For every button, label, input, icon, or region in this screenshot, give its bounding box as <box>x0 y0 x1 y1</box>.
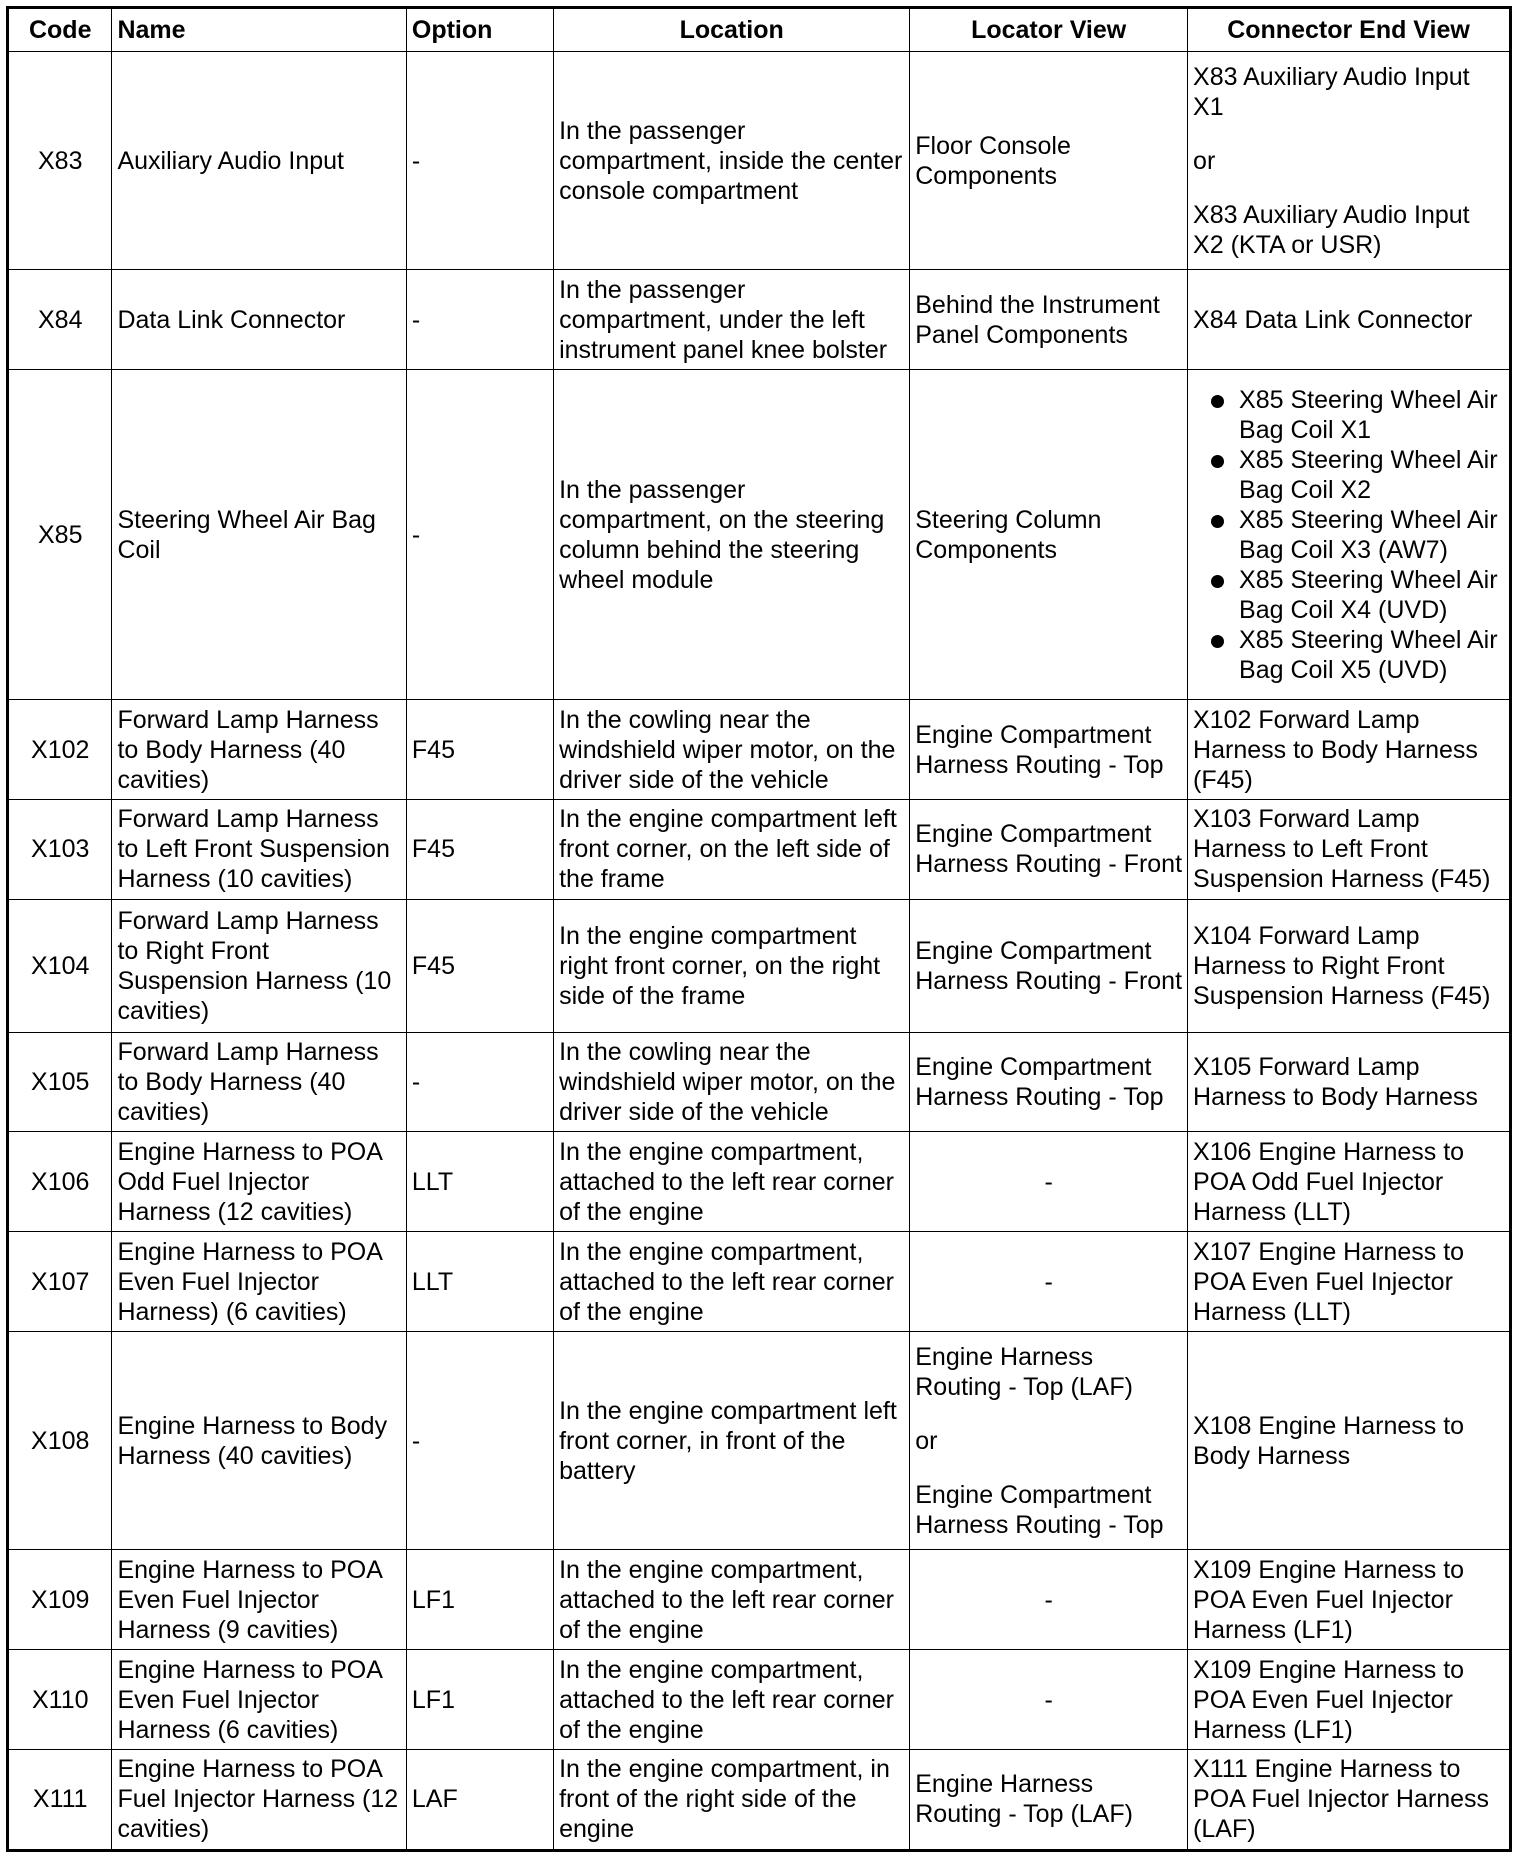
cell-location: In the engine compartment, attached to the left rear corner of the engine <box>554 1132 910 1232</box>
cell-locator-view <box>910 1749 1188 1850</box>
cell-location: In the engine compartment right front corner, on the right side of the frame <box>554 899 910 1032</box>
cell-location: In the passenger compartment, inside the center console compartment <box>554 52 910 270</box>
connector-line: X103 Forward Lamp Harness to Left Front Suspension Harness (F45) <box>1193 805 1491 894</box>
table-row <box>8 899 1511 1032</box>
cell-code: X111 <box>8 1749 112 1850</box>
cell-option: - <box>406 270 553 370</box>
cell-name: Engine Harness to POA Even Fuel Injector Harness (9 cavities) <box>112 1550 406 1650</box>
cell-option: - <box>406 52 553 270</box>
bullet-item: X85 Steering Wheel Air Bag Coil X3 (AW7) <box>1193 505 1504 565</box>
locator-line: Engine Harness Routing - Top (LAF) <box>915 1342 1133 1401</box>
cell-connector-end-view <box>1188 1232 1511 1332</box>
cell-locator-view <box>910 800 1188 900</box>
cell-name: Engine Harness to POA Even Fuel Injector Harness) (6 cavities) <box>112 1232 406 1332</box>
cell-option: LF1 <box>406 1550 553 1650</box>
cell-locator-view <box>910 52 1188 270</box>
cell-location: In the cowling near the windshield wiper motor, on the driver side of the vehicle <box>554 1032 910 1132</box>
header-row <box>8 8 1511 52</box>
connector-or: or <box>1193 146 1216 175</box>
table-row <box>8 1749 1511 1850</box>
table-row <box>8 1132 1511 1232</box>
cell-location: In the passenger compartment, on the steering column behind the steering wheel module <box>554 370 910 700</box>
locator-line: - <box>1044 1167 1053 1196</box>
header-connector-end-view: Connector End View <box>1188 8 1511 52</box>
table-row <box>8 370 1511 700</box>
cell-name: Forward Lamp Harness to Body Harness (40 cavities) <box>112 1032 406 1132</box>
connector-line: X83 Auxiliary Audio Input X2 (KTA or USR) <box>1193 200 1470 259</box>
cell-code: X102 <box>8 700 112 800</box>
locator-line: Engine Compartment Harness Routing - Front <box>915 936 1183 995</box>
locator-line: Engine Compartment Harness Routing - Top <box>915 720 1164 779</box>
cell-option: - <box>406 1332 553 1550</box>
locator-line: Engine Compartment Harness Routing - Front <box>915 820 1183 879</box>
table-row <box>8 270 1511 370</box>
table-body <box>8 52 1511 1851</box>
cell-location: In the passenger compartment, under the left instrument panel knee bolster <box>554 270 910 370</box>
cell-option: F45 <box>406 800 553 900</box>
cell-name: Data Link Connector <box>112 270 406 370</box>
cell-name: Steering Wheel Air Bag Coil <box>112 370 406 700</box>
cell-name: Engine Harness to POA Fuel Injector Harness (12 cavities) <box>112 1749 406 1850</box>
cell-code: X85 <box>8 370 112 700</box>
locator-or: or <box>915 1426 938 1455</box>
bullet-item: X85 Steering Wheel Air Bag Coil X2 <box>1193 445 1504 505</box>
cell-option: - <box>406 370 553 700</box>
cell-location: In the engine compartment left front corner, in front of the battery <box>554 1332 910 1550</box>
cell-name: Engine Harness to POA Odd Fuel Injector Harness (12 cavities) <box>112 1132 406 1232</box>
cell-connector-end-view <box>1188 700 1511 800</box>
table-row <box>8 52 1511 270</box>
cell-locator-view <box>910 899 1188 1032</box>
table-row <box>8 1650 1511 1750</box>
cell-code: X107 <box>8 1232 112 1332</box>
locator-line: - <box>1044 1585 1053 1614</box>
cell-locator-view <box>910 1332 1188 1550</box>
bullet-item: X85 Steering Wheel Air Bag Coil X1 <box>1193 385 1504 445</box>
cell-option: LLT <box>406 1132 553 1232</box>
cell-connector-end-view <box>1188 1650 1511 1750</box>
cell-location: In the engine compartment, attached to the left rear corner of the engine <box>554 1550 910 1650</box>
cell-locator-view <box>910 1650 1188 1750</box>
locator-line: Behind the Instrument Panel Components <box>915 290 1160 349</box>
locator-line: Engine Compartment Harness Routing - Top <box>915 1053 1164 1112</box>
cell-location: In the engine compartment, attached to the left rear corner of the engine <box>554 1232 910 1332</box>
locator-line: Engine Harness Routing - Top (LAF) <box>915 1770 1133 1829</box>
cell-code: X108 <box>8 1332 112 1550</box>
cell-option: LLT <box>406 1232 553 1332</box>
connector-line: X109 Engine Harness to POA Even Fuel Injector Harness (LF1) <box>1193 1555 1465 1644</box>
cell-connector-end-view <box>1188 370 1511 700</box>
connector-table <box>6 6 1512 1852</box>
header-location: Location <box>554 8 910 52</box>
connector-line: X104 Forward Lamp Harness to Right Front Suspension Harness (F45) <box>1193 921 1491 1010</box>
cell-code: X105 <box>8 1032 112 1132</box>
table-row <box>8 1032 1511 1132</box>
cell-connector-end-view <box>1188 270 1511 370</box>
cell-connector-end-view <box>1188 1032 1511 1132</box>
connector-line: X111 Engine Harness to POA Fuel Injector Harness (LAF) <box>1193 1755 1490 1844</box>
header-locator-view: Locator View <box>910 8 1188 52</box>
cell-connector-end-view <box>1188 899 1511 1032</box>
connector-line: X108 Engine Harness to Body Harness <box>1193 1411 1465 1470</box>
cell-code: X84 <box>8 270 112 370</box>
cell-name: Engine Harness to POA Even Fuel Injector Harness (6 cavities) <box>112 1650 406 1750</box>
bullet-item: X85 Steering Wheel Air Bag Coil X5 (UVD) <box>1193 625 1504 685</box>
bullet-item: X85 Steering Wheel Air Bag Coil X4 (UVD) <box>1193 565 1504 625</box>
locator-line: Floor Console Components <box>915 131 1071 190</box>
connector-line: X105 Forward Lamp Harness to Body Harness <box>1193 1053 1478 1112</box>
cell-location: In the engine compartment, attached to the left rear corner of the engine <box>554 1650 910 1750</box>
cell-name: Forward Lamp Harness to Right Front Suspension Harness (10 cavities) <box>112 899 406 1032</box>
cell-code: X109 <box>8 1550 112 1650</box>
cell-code: X83 <box>8 52 112 270</box>
cell-code: X110 <box>8 1650 112 1750</box>
connector-line: X107 Engine Harness to POA Even Fuel Injector Harness (LLT) <box>1193 1237 1465 1326</box>
cell-locator-view <box>910 700 1188 800</box>
cell-option: LF1 <box>406 1650 553 1750</box>
header-code: Code <box>8 8 112 52</box>
table-row <box>8 1232 1511 1332</box>
cell-option: F45 <box>406 700 553 800</box>
connector-line: X109 Engine Harness to POA Even Fuel Injector Harness (LF1) <box>1193 1655 1465 1744</box>
cell-location: In the engine compartment, in front of the right side of the engine <box>554 1749 910 1850</box>
locator-line: - <box>1044 1267 1053 1296</box>
locator-line: Steering Column Components <box>915 505 1102 564</box>
cell-name: Forward Lamp Harness to Left Front Suspension Harness (10 cavities) <box>112 800 406 900</box>
header-name: Name <box>112 8 406 52</box>
table-row <box>8 800 1511 900</box>
connector-line: X84 Data Link Connector <box>1193 305 1473 334</box>
cell-option: - <box>406 1032 553 1132</box>
cell-name: Auxiliary Audio Input <box>112 52 406 270</box>
cell-connector-end-view <box>1188 1550 1511 1650</box>
cell-locator-view <box>910 270 1188 370</box>
cell-code: X103 <box>8 800 112 900</box>
cell-name: Forward Lamp Harness to Body Harness (40 cavities) <box>112 700 406 800</box>
cell-connector-end-view <box>1188 1132 1511 1232</box>
cell-connector-end-view <box>1188 52 1511 270</box>
cell-location: In the engine compartment left front corner, on the left side of the frame <box>554 800 910 900</box>
cell-locator-view <box>910 1032 1188 1132</box>
cell-location: In the cowling near the windshield wiper motor, on the driver side of the vehicle <box>554 700 910 800</box>
table-row <box>8 1332 1511 1550</box>
cell-locator-view <box>910 1132 1188 1232</box>
cell-locator-view <box>910 1550 1188 1650</box>
cell-option: LAF <box>406 1749 553 1850</box>
cell-locator-view <box>910 1232 1188 1332</box>
cell-connector-end-view <box>1188 800 1511 900</box>
connector-line: X83 Auxiliary Audio Input X1 <box>1193 62 1470 121</box>
table-row <box>8 700 1511 800</box>
connector-line: X102 Forward Lamp Harness to Body Harness (F45) <box>1193 705 1478 794</box>
locator-line: - <box>1044 1685 1053 1714</box>
connector-bullet-list <box>1193 385 1504 685</box>
cell-connector-end-view <box>1188 1332 1511 1550</box>
connector-line: X106 Engine Harness to POA Odd Fuel Injector Harness (LLT) <box>1193 1137 1465 1226</box>
table-row <box>8 1550 1511 1650</box>
cell-locator-view <box>910 370 1188 700</box>
cell-connector-end-view <box>1188 1749 1511 1850</box>
cell-option: F45 <box>406 899 553 1032</box>
cell-code: X106 <box>8 1132 112 1232</box>
header-option: Option <box>406 8 553 52</box>
locator-line: Engine Compartment Harness Routing - Top <box>915 1480 1164 1539</box>
cell-name: Engine Harness to Body Harness (40 cavities) <box>112 1332 406 1550</box>
cell-code: X104 <box>8 899 112 1032</box>
